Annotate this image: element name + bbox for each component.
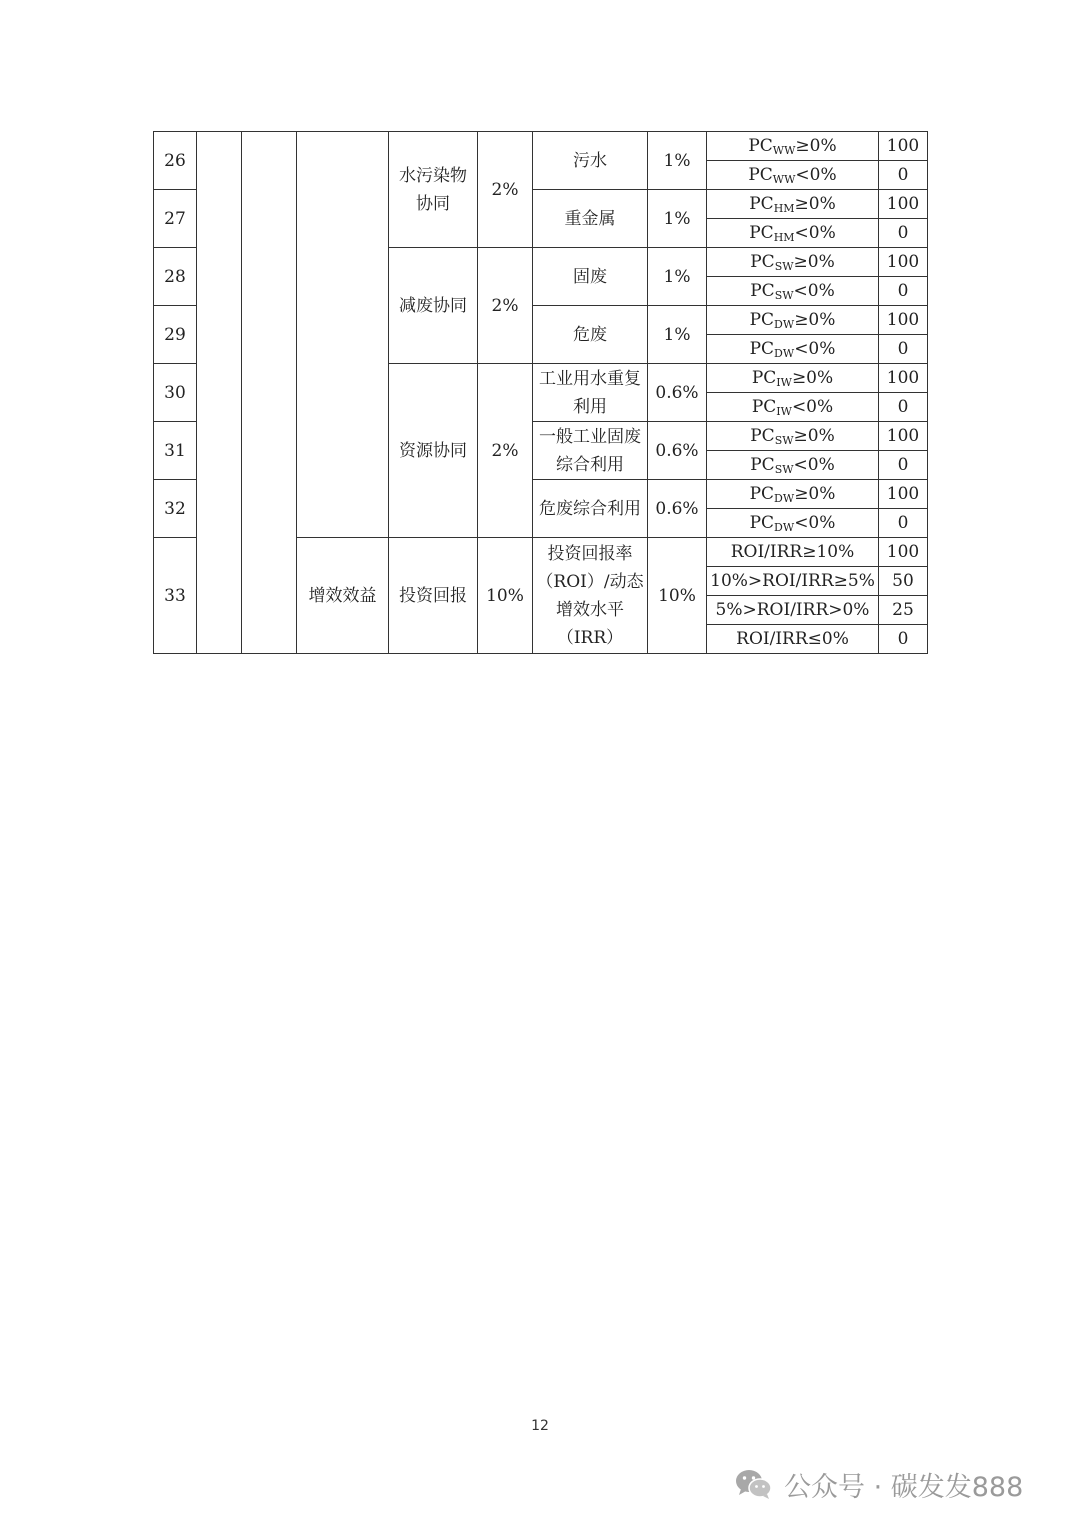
condition: $PC_{IW}<0\%$	[707, 393, 879, 422]
score: 0	[879, 335, 928, 364]
group-weight: 2%	[478, 132, 533, 248]
item-name: 污水	[533, 132, 648, 190]
group-weight: 10%	[478, 538, 533, 654]
score: 100	[879, 364, 928, 393]
score: 0	[879, 451, 928, 480]
condition: $PC_{DW}\ge 0\%$	[707, 306, 879, 335]
condition: $PC_{WW}\ge 0\%$	[707, 132, 879, 161]
group-name: 投资回报	[389, 538, 478, 654]
condition: $PC_{SW}\ge 0\%$	[707, 422, 879, 451]
row-number: 27	[154, 190, 197, 248]
blank-cell	[197, 132, 242, 654]
condition: ROI/IRR≤0%	[707, 625, 879, 654]
score: 0	[879, 277, 928, 306]
page-number: 12	[531, 1418, 549, 1434]
item-weight: 10%	[648, 538, 707, 654]
score: 0	[879, 161, 928, 190]
item-weight: 1%	[648, 190, 707, 248]
item-weight: 1%	[648, 132, 707, 190]
watermark-text: 公众号 · 碳发发888	[784, 1471, 1024, 1503]
item-weight: 1%	[648, 306, 707, 364]
item-name: 危废	[533, 306, 648, 364]
item-name: 一般工业固废综合利用	[533, 422, 648, 480]
score: 100	[879, 248, 928, 277]
row-number: 32	[154, 480, 197, 538]
score: 100	[879, 132, 928, 161]
table-row	[154, 132, 928, 161]
category-name: 增效效益	[297, 538, 389, 654]
condition: $PC_{DW}<0\%$	[707, 509, 879, 538]
condition: $PC_{SW}<0\%$	[707, 277, 879, 306]
row-number: 29	[154, 306, 197, 364]
score: 0	[879, 625, 928, 654]
group-name: 水污染物协同	[389, 132, 478, 248]
row-number: 31	[154, 422, 197, 480]
condition: $PC_{DW}\ge 0\%$	[707, 480, 879, 509]
condition: ROI/IRR≥10%	[707, 538, 879, 567]
condition: $PC_{WW}<0\%$	[707, 161, 879, 190]
score: 0	[879, 219, 928, 248]
group-name: 减废协同	[389, 248, 478, 364]
condition: 10%>ROI/IRR≥5%	[707, 567, 879, 596]
row-number: 33	[154, 538, 197, 654]
item-name: 固废	[533, 248, 648, 306]
score: 0	[879, 509, 928, 538]
row-number: 30	[154, 364, 197, 422]
condition: $PC_{SW}<0\%$	[707, 451, 879, 480]
condition: $PC_{IW}\ge 0\%$	[707, 364, 879, 393]
score: 100	[879, 306, 928, 335]
score: 100	[879, 538, 928, 567]
indicator-table	[153, 131, 928, 654]
score: 0	[879, 393, 928, 422]
blank-cell	[242, 132, 297, 654]
score: 50	[879, 567, 928, 596]
item-weight: 0.6%	[648, 422, 707, 480]
wechat-icon	[734, 1467, 774, 1501]
group-weight: 2%	[478, 248, 533, 364]
score: 100	[879, 422, 928, 451]
condition: $PC_{HM}<0\%$	[707, 219, 879, 248]
row-number: 26	[154, 132, 197, 190]
watermark	[734, 1464, 1023, 1504]
item-weight: 1%	[648, 248, 707, 306]
item-name: 重金属	[533, 190, 648, 248]
row-number: 28	[154, 248, 197, 306]
condition: $PC_{SW}\ge 0\%$	[707, 248, 879, 277]
item-weight: 0.6%	[648, 364, 707, 422]
blank-category-cell	[297, 132, 389, 538]
item-name: 工业用水重复利用	[533, 364, 648, 422]
condition: 5%>ROI/IRR>0%	[707, 596, 879, 625]
item-name: 危废综合利用	[533, 480, 648, 538]
item-weight: 0.6%	[648, 480, 707, 538]
group-weight: 2%	[478, 364, 533, 538]
score: 100	[879, 190, 928, 219]
item-name: 投资回报率（ROI）/动态增效水平（IRR）	[533, 538, 648, 654]
score: 100	[879, 480, 928, 509]
score: 25	[879, 596, 928, 625]
condition: $PC_{DW}<0\%$	[707, 335, 879, 364]
condition: $PC_{HM}\ge 0\%$	[707, 190, 879, 219]
group-name: 资源协同	[389, 364, 478, 538]
